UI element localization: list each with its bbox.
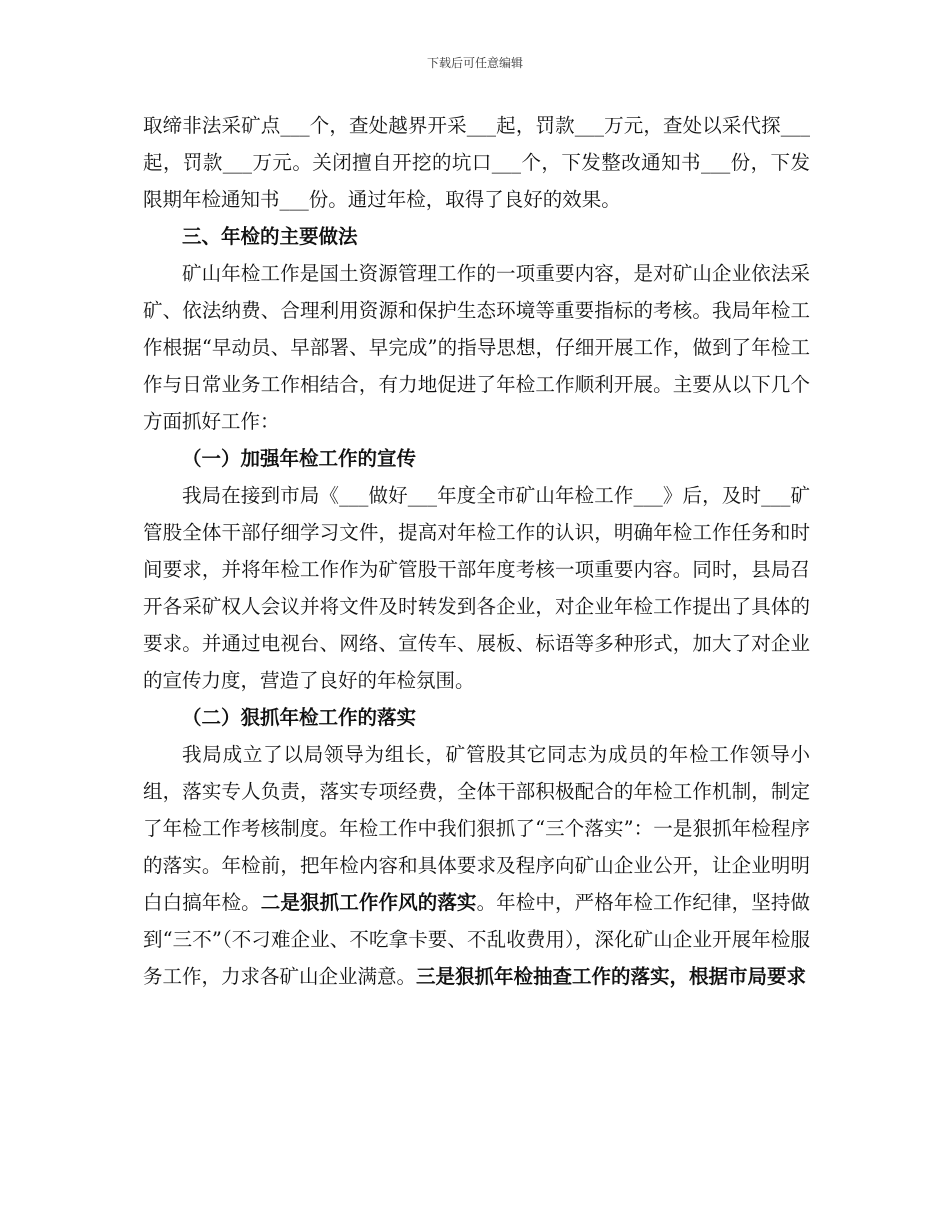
page-header: 下载后可任意编辑 [426,56,523,70]
paragraph-statistics: 取缔非法采矿点___个，查处越界开采___起，罚款___万元，查处以采代探___起，罚款___万元。关闭擅自开挖的坑口___个，下发整改通知书___份，下发限期年检通知书___份。通过年检，取得了良好的效果。 [143,114,810,211]
section-heading-main-practices: 三、年检的主要做法 [182,225,358,248]
implementation-text-1: 我局成立了以局领导为组长，矿管股其它同志为成员的年检工作领导小组，落实专人负责，落实专项经费，全体干部积极配合的年检工作机制，制定了年检工作考核制度。年检工作中我们狠抓了“三个落实”：一是狠抓年检程序的落实。年检前，把年检内容和具体要求及程序向矿山企业公开，让企业明明白白搞年检。 [143,743,810,914]
implementation-bold-4: 三是狠抓年检抽查工作的落实，根据市局要求 [416,965,807,988]
implementation-text-3: 。年检中，严格年检工作纪律，坚持做到“三不”（不刁难企业、不吃拿卡要、不乱收费用），深化矿山企业开展年检服务工作，力求各矿山企业满意。 [143,891,810,988]
subheading-publicity: （一）加强年检工作的宣传 [182,447,417,470]
paragraph-intro: 矿山年检工作是国土资源管理工作的一项重要内容，是对矿山企业依法采矿、依法纳费、合理利用资源和保护生态环境等重要指标的考核。我局年检工作根据“早动员、早部署、早完成”的指导思想，仔细开展工作，做到了年检工作与日常业务工作相结合，有力地促进了年检工作顺利开展。主要从以下几个方面抓好工作： [143,262,810,433]
paragraph-publicity: 我局在接到市局《___做好___年度全市矿山年检工作___》后，及时___矿管股全体干部仔细学习文件，提高对年检工作的认识，明确年检工作任务和时间要求，并将年检工作作为矿管股干部年度考核一项重要内容。同时，县局召开各采矿权人会议并将文件及时转发到各企业，对企业年检工作提出了具体的要求。并通过电视台、网络、宣传车、展板、标语等多种形式，加大了对企业的宣传力度，营造了良好的年检氛围。 [143,484,810,692]
paragraph-implementation [143,736,810,995]
document-body [143,107,810,995]
implementation-bold-2: 二是狠抓工作作风的落实 [260,891,477,914]
subheading-implementation: （二）狠抓年检工作的落实 [182,706,417,729]
